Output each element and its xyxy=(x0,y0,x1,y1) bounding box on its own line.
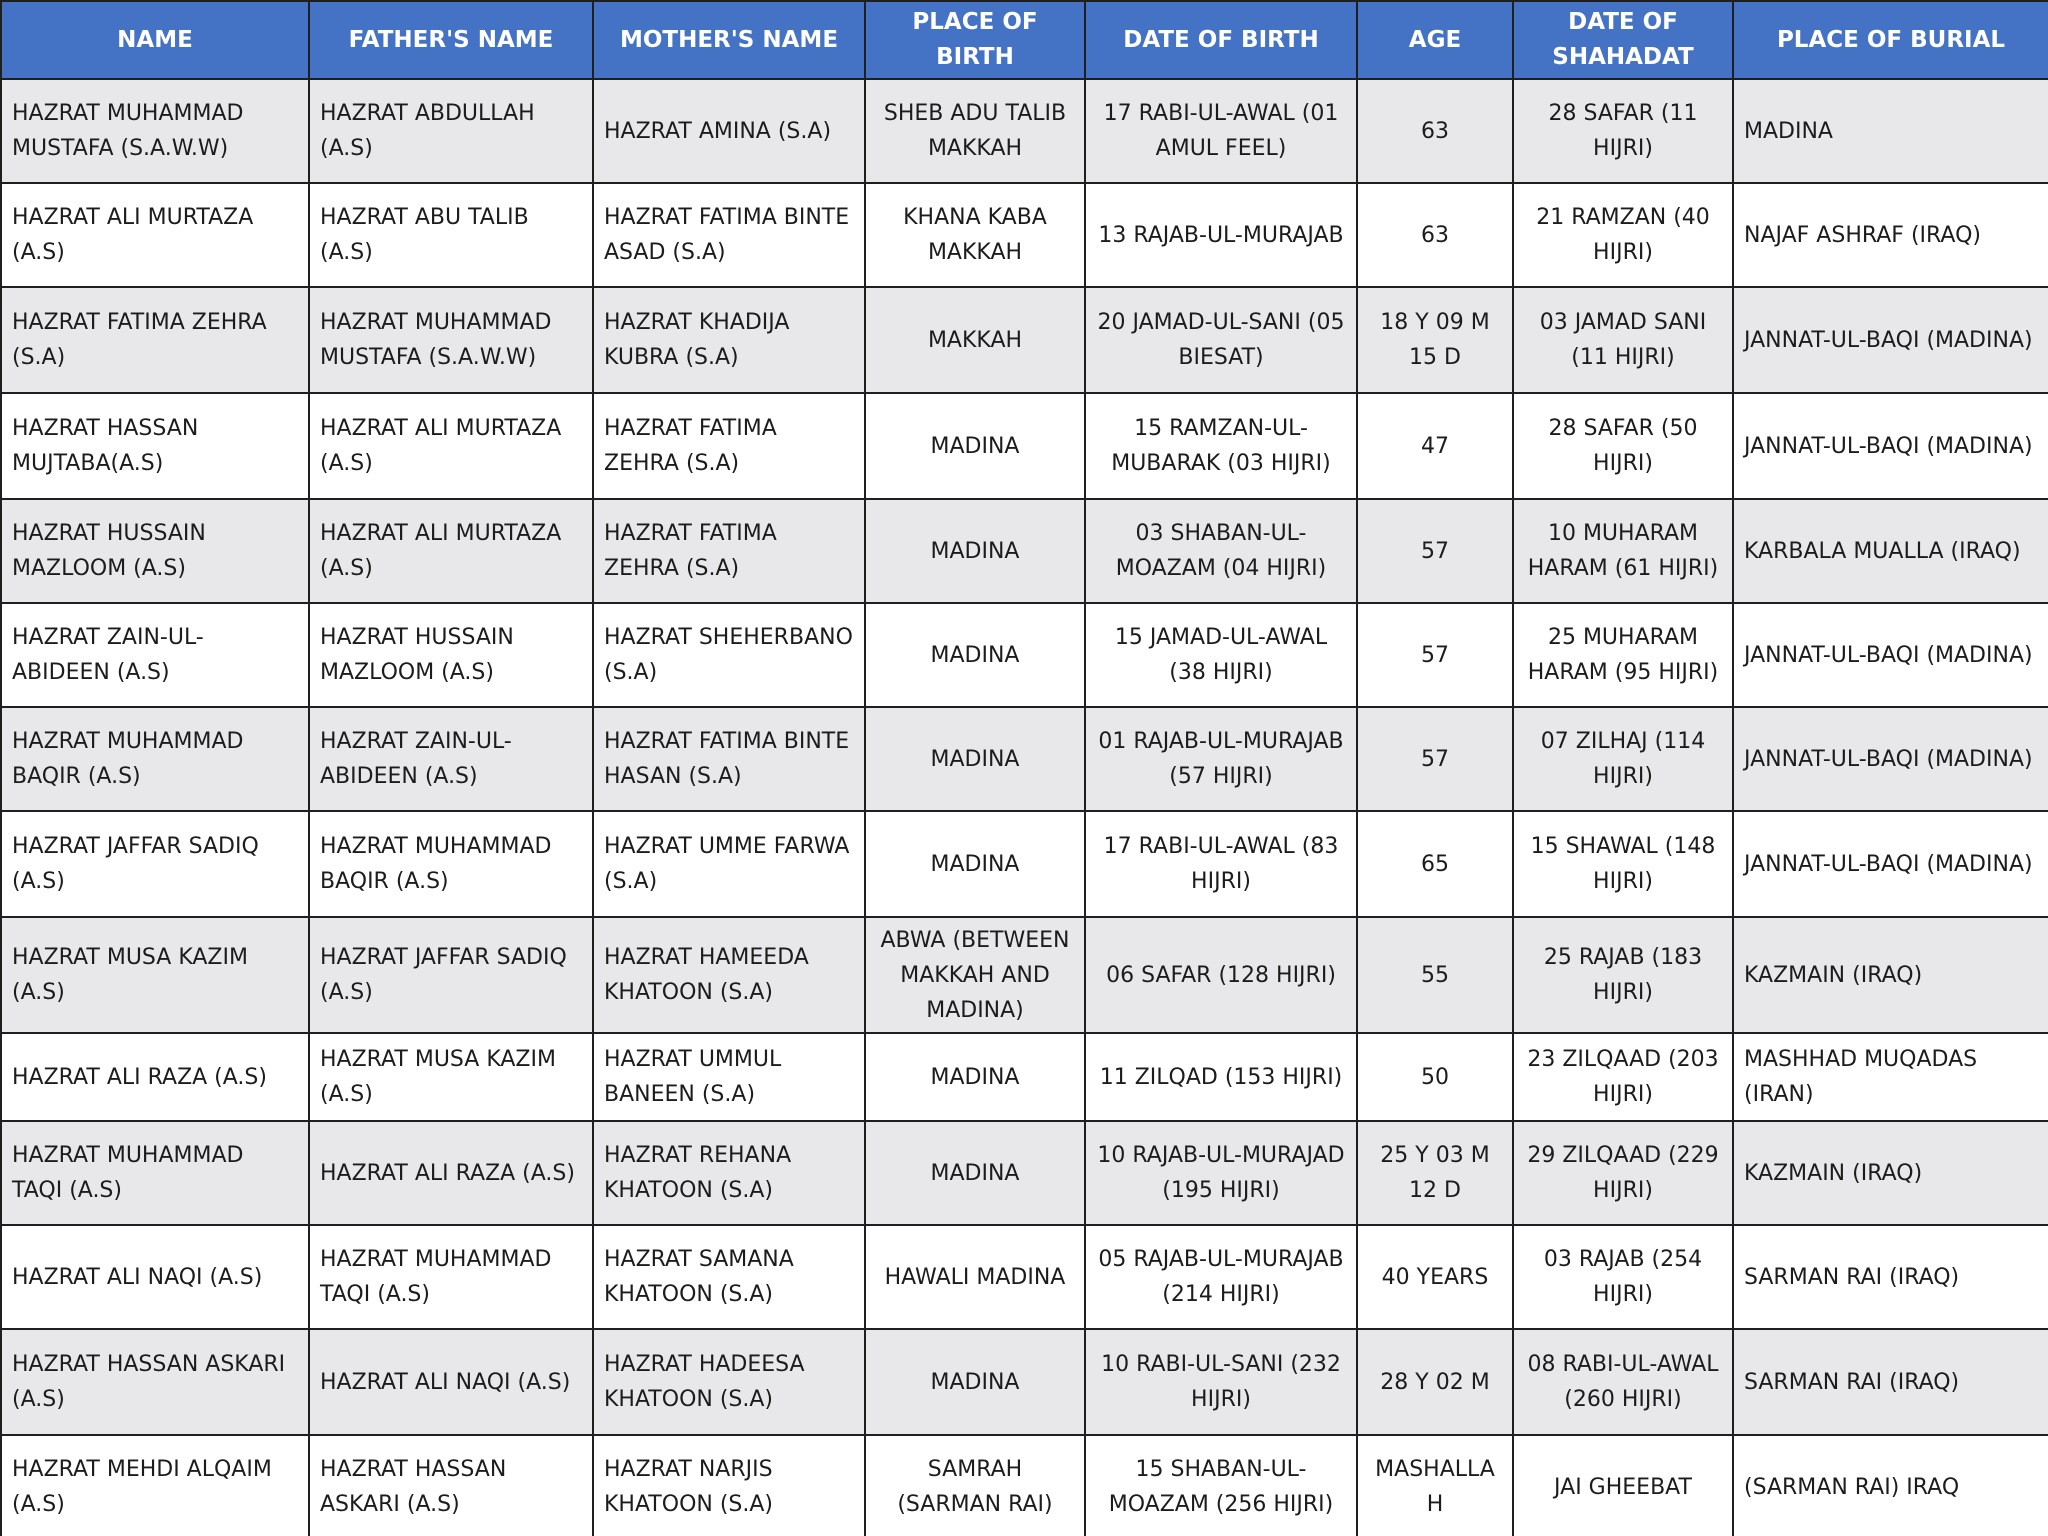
cell-date-of-shahadat: 28 SAFAR (50 HIJRI) xyxy=(1513,393,1733,499)
cell-mothers-name: HAZRAT REHANA KHATOON (S.A) xyxy=(593,1121,865,1225)
cell-place-of-burial: MADINA xyxy=(1733,79,2048,183)
cell-place-of-burial: SARMAN RAI (IRAQ) xyxy=(1733,1225,2048,1329)
cell-date-of-shahadat: 29 ZILQAAD (229 HIJRI) xyxy=(1513,1121,1733,1225)
cell-age: 57 xyxy=(1357,499,1513,603)
cell-place-of-birth: MADINA xyxy=(865,603,1085,707)
cell-age: 55 xyxy=(1357,917,1513,1033)
cell-place-of-burial: SARMAN RAI (IRAQ) xyxy=(1733,1329,2048,1435)
cell-place-of-burial: (SARMAN RAI) IRAQ xyxy=(1733,1435,2048,1536)
cell-place-of-burial: JANNAT-UL-BAQI (MADINA) xyxy=(1733,707,2048,811)
table-row xyxy=(1,1435,2048,1536)
table-row xyxy=(1,707,2048,811)
table-row xyxy=(1,1329,2048,1435)
cell-date-of-shahadat: 10 MUHARAM HARAM (61 HIJRI) xyxy=(1513,499,1733,603)
table-row xyxy=(1,603,2048,707)
cell-place-of-burial: JANNAT-UL-BAQI (MADINA) xyxy=(1733,811,2048,917)
cell-age: 25 Y 03 M 12 D xyxy=(1357,1121,1513,1225)
cell-date-of-birth: 15 SHABAN-UL-MOAZAM (256 HIJRI) xyxy=(1085,1435,1357,1536)
column-header-mothers-name: MOTHER'S NAME xyxy=(593,1,865,79)
cell-age: 50 xyxy=(1357,1033,1513,1121)
cell-age: 40 YEARS xyxy=(1357,1225,1513,1329)
cell-place-of-birth: KHANA KABA MAKKAH xyxy=(865,183,1085,287)
cell-date-of-birth: 20 JAMAD-UL-SANI (05 BIESAT) xyxy=(1085,287,1357,393)
cell-fathers-name: HAZRAT MUHAMMAD TAQI (A.S) xyxy=(309,1225,593,1329)
table-row xyxy=(1,1225,2048,1329)
cell-place-of-birth: MADINA xyxy=(865,499,1085,603)
cell-age: MASHALLAH xyxy=(1357,1435,1513,1536)
cell-date-of-shahadat: 28 SAFAR (11 HIJRI) xyxy=(1513,79,1733,183)
cell-fathers-name: HAZRAT ALI NAQI (A.S) xyxy=(309,1329,593,1435)
cell-fathers-name: HAZRAT ALI RAZA (A.S) xyxy=(309,1121,593,1225)
cell-date-of-shahadat: 25 RAJAB (183 HIJRI) xyxy=(1513,917,1733,1033)
cell-fathers-name: HAZRAT HUSSAIN MAZLOOM (A.S) xyxy=(309,603,593,707)
cell-date-of-shahadat: 25 MUHARAM HARAM (95 HIJRI) xyxy=(1513,603,1733,707)
cell-name: HAZRAT MUSA KAZIM (A.S) xyxy=(1,917,309,1033)
table-row xyxy=(1,1121,2048,1225)
cell-age: 47 xyxy=(1357,393,1513,499)
cell-place-of-birth: MAKKAH xyxy=(865,287,1085,393)
cell-date-of-birth: 15 RAMZAN-UL-MUBARAK (03 HIJRI) xyxy=(1085,393,1357,499)
cell-mothers-name: HAZRAT KHADIJA KUBRA (S.A) xyxy=(593,287,865,393)
cell-date-of-birth: 10 RAJAB-UL-MURAJAD (195 HIJRI) xyxy=(1085,1121,1357,1225)
cell-date-of-birth: 10 RABI-UL-SANI (232 HIJRI) xyxy=(1085,1329,1357,1435)
table-row xyxy=(1,79,2048,183)
cell-place-of-birth: MADINA xyxy=(865,393,1085,499)
cell-fathers-name: HAZRAT ALI MURTAZA (A.S) xyxy=(309,393,593,499)
cell-place-of-birth: MADINA xyxy=(865,1329,1085,1435)
cell-name: HAZRAT ALI NAQI (A.S) xyxy=(1,1225,309,1329)
cell-name: HAZRAT HASSAN MUJTABA(A.S) xyxy=(1,393,309,499)
cell-age: 18 Y 09 M 15 D xyxy=(1357,287,1513,393)
cell-date-of-birth: 06 SAFAR (128 HIJRI) xyxy=(1085,917,1357,1033)
cell-date-of-birth: 17 RABI-UL-AWAL (83 HIJRI) xyxy=(1085,811,1357,917)
cell-date-of-birth: 01 RAJAB-UL-MURAJAB (57 HIJRI) xyxy=(1085,707,1357,811)
cell-fathers-name: HAZRAT ALI MURTAZA (A.S) xyxy=(309,499,593,603)
column-header-date-of-shahadat: DATE OF SHAHADAT xyxy=(1513,1,1733,79)
column-header-place-of-birth: PLACE OF BIRTH xyxy=(865,1,1085,79)
cell-place-of-burial: JANNAT-UL-BAQI (MADINA) xyxy=(1733,393,2048,499)
table-row xyxy=(1,287,2048,393)
column-header-place-of-burial: PLACE OF BURIAL xyxy=(1733,1,2048,79)
cell-fathers-name: HAZRAT ABDULLAH (A.S) xyxy=(309,79,593,183)
cell-date-of-birth: 05 RAJAB-UL-MURAJAB (214 HIJRI) xyxy=(1085,1225,1357,1329)
cell-mothers-name: HAZRAT HAMEEDA KHATOON (S.A) xyxy=(593,917,865,1033)
cell-age: 57 xyxy=(1357,707,1513,811)
cell-age: 63 xyxy=(1357,79,1513,183)
cell-mothers-name: HAZRAT SHEHERBANO (S.A) xyxy=(593,603,865,707)
cell-date-of-birth: 17 RABI-UL-AWAL (01 AMUL FEEL) xyxy=(1085,79,1357,183)
cell-place-of-burial: NAJAF ASHRAF (IRAQ) xyxy=(1733,183,2048,287)
cell-place-of-birth: SHEB ADU TALIB MAKKAH xyxy=(865,79,1085,183)
cell-date-of-shahadat: 21 RAMZAN (40 HIJRI) xyxy=(1513,183,1733,287)
table-row xyxy=(1,393,2048,499)
table-row xyxy=(1,183,2048,287)
cell-place-of-birth: MADINA xyxy=(865,811,1085,917)
cell-date-of-shahadat: 23 ZILQAAD (203 HIJRI) xyxy=(1513,1033,1733,1121)
cell-fathers-name: HAZRAT MUHAMMAD BAQIR (A.S) xyxy=(309,811,593,917)
cell-name: HAZRAT ALI RAZA (A.S) xyxy=(1,1033,309,1121)
cell-name: HAZRAT MUHAMMAD MUSTAFA (S.A.W.W) xyxy=(1,79,309,183)
cell-name: HAZRAT ZAIN-UL-ABIDEEN (A.S) xyxy=(1,603,309,707)
cell-fathers-name: HAZRAT ZAIN-UL-ABIDEEN (A.S) xyxy=(309,707,593,811)
cell-mothers-name: HAZRAT AMINA (S.A) xyxy=(593,79,865,183)
cell-fathers-name: HAZRAT MUHAMMAD MUSTAFA (S.A.W.W) xyxy=(309,287,593,393)
table-row xyxy=(1,917,2048,1033)
cell-age: 65 xyxy=(1357,811,1513,917)
cell-date-of-shahadat: JAI GHEEBAT xyxy=(1513,1435,1733,1536)
cell-name: HAZRAT HUSSAIN MAZLOOM (A.S) xyxy=(1,499,309,603)
cell-place-of-birth: MADINA xyxy=(865,707,1085,811)
cell-date-of-shahadat: 07 ZILHAJ (114 HIJRI) xyxy=(1513,707,1733,811)
cell-place-of-burial: JANNAT-UL-BAQI (MADINA) xyxy=(1733,287,2048,393)
cell-fathers-name: HAZRAT MUSA KAZIM (A.S) xyxy=(309,1033,593,1121)
column-header-name: NAME xyxy=(1,1,309,79)
cell-place-of-burial: JANNAT-UL-BAQI (MADINA) xyxy=(1733,603,2048,707)
cell-mothers-name: HAZRAT FATIMA BINTE HASAN (S.A) xyxy=(593,707,865,811)
cell-place-of-burial: KARBALA MUALLA (IRAQ) xyxy=(1733,499,2048,603)
table-body xyxy=(1,79,2048,1536)
cell-place-of-birth: MADINA xyxy=(865,1033,1085,1121)
cell-mothers-name: HAZRAT NARJIS KHATOON (S.A) xyxy=(593,1435,865,1536)
cell-place-of-burial: KAZMAIN (IRAQ) xyxy=(1733,1121,2048,1225)
cell-fathers-name: HAZRAT JAFFAR SADIQ (A.S) xyxy=(309,917,593,1033)
cell-date-of-birth: 03 SHABAN-UL-MOAZAM (04 HIJRI) xyxy=(1085,499,1357,603)
table-row xyxy=(1,811,2048,917)
cell-age: 57 xyxy=(1357,603,1513,707)
cell-name: HAZRAT MUHAMMAD TAQI (A.S) xyxy=(1,1121,309,1225)
cell-date-of-birth: 13 RAJAB-UL-MURAJAB xyxy=(1085,183,1357,287)
cell-mothers-name: HAZRAT SAMANA KHATOON (S.A) xyxy=(593,1225,865,1329)
cell-place-of-burial: MASHHAD MUQADAS (IRAN) xyxy=(1733,1033,2048,1121)
cell-mothers-name: HAZRAT FATIMA ZEHRA (S.A) xyxy=(593,393,865,499)
cell-age: 63 xyxy=(1357,183,1513,287)
column-header-date-of-birth: DATE OF BIRTH xyxy=(1085,1,1357,79)
cell-date-of-birth: 11 ZILQAD (153 HIJRI) xyxy=(1085,1033,1357,1121)
column-header-fathers-name: FATHER'S NAME xyxy=(309,1,593,79)
cell-date-of-shahadat: 15 SHAWAL (148 HIJRI) xyxy=(1513,811,1733,917)
cell-place-of-birth: ABWA (BETWEEN MAKKAH AND MADINA) xyxy=(865,917,1085,1033)
cell-date-of-shahadat: 03 JAMAD SANI (11 HIJRI) xyxy=(1513,287,1733,393)
cell-age: 28 Y 02 M xyxy=(1357,1329,1513,1435)
cell-name: HAZRAT JAFFAR SADIQ (A.S) xyxy=(1,811,309,917)
cell-mothers-name: HAZRAT UMMUL BANEEN (S.A) xyxy=(593,1033,865,1121)
cell-place-of-birth: MADINA xyxy=(865,1121,1085,1225)
cell-name: HAZRAT HASSAN ASKARI (A.S) xyxy=(1,1329,309,1435)
cell-fathers-name: HAZRAT ABU TALIB (A.S) xyxy=(309,183,593,287)
cell-place-of-burial: KAZMAIN (IRAQ) xyxy=(1733,917,2048,1033)
table-row xyxy=(1,499,2048,603)
cell-mothers-name: HAZRAT FATIMA BINTE ASAD (S.A) xyxy=(593,183,865,287)
cell-date-of-shahadat: 08 RABI-UL-AWAL (260 HIJRI) xyxy=(1513,1329,1733,1435)
cell-mothers-name: HAZRAT UMME FARWA (S.A) xyxy=(593,811,865,917)
cell-mothers-name: HAZRAT FATIMA ZEHRA (S.A) xyxy=(593,499,865,603)
cell-name: HAZRAT FATIMA ZEHRA (S.A) xyxy=(1,287,309,393)
cell-fathers-name: HAZRAT HASSAN ASKARI (A.S) xyxy=(309,1435,593,1536)
cell-name: HAZRAT MEHDI ALQAIM (A.S) xyxy=(1,1435,309,1536)
cell-mothers-name: HAZRAT HADEESA KHATOON (S.A) xyxy=(593,1329,865,1435)
table-header xyxy=(1,1,2048,79)
cell-date-of-birth: 15 JAMAD-UL-AWAL (38 HIJRI) xyxy=(1085,603,1357,707)
cell-place-of-birth: SAMRAH (SARMAN RAI) xyxy=(865,1435,1085,1536)
column-header-age: AGE xyxy=(1357,1,1513,79)
cell-name: HAZRAT MUHAMMAD BAQIR (A.S) xyxy=(1,707,309,811)
cell-place-of-birth: HAWALI MADINA xyxy=(865,1225,1085,1329)
cell-date-of-shahadat: 03 RAJAB (254 HIJRI) xyxy=(1513,1225,1733,1329)
table-row xyxy=(1,1033,2048,1121)
cell-name: HAZRAT ALI MURTAZA (A.S) xyxy=(1,183,309,287)
